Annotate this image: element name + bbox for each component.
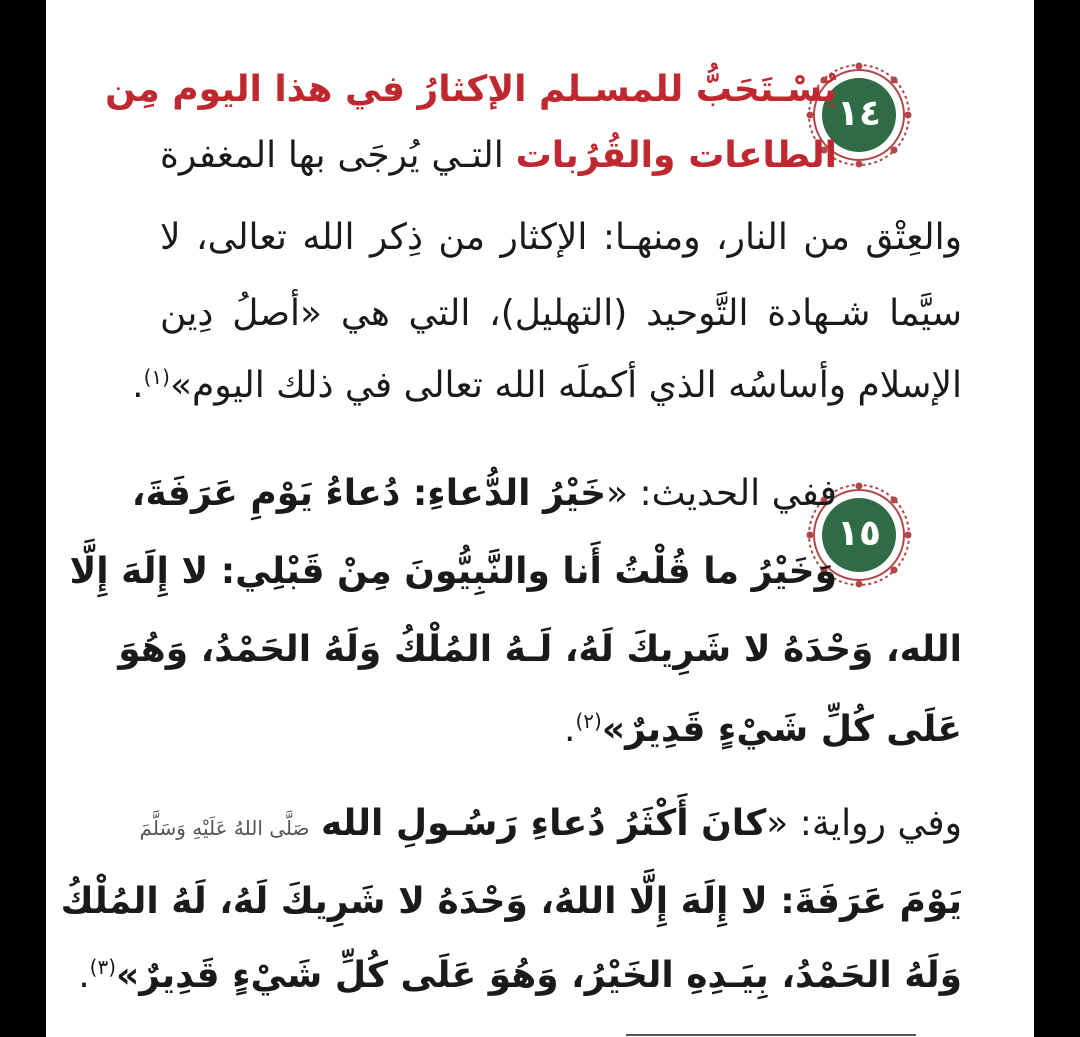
riwaya-line-1 (139, 796, 962, 852)
item-14-line-2 (160, 128, 837, 184)
item-15-line-4: عَلَى كُلِّ شَيْءٍ قَدِيرٌ»$^{(٢)}$. (564, 709, 962, 750)
hadith-text: وَلَهُ الحَمْدُ، بِيَـدِهِ الخَيْرُ، وَهُوَ عَلَى كُلِّ شَيْءٍ قَدِيرٌ» (116, 955, 962, 996)
item-14-line-3: والعِتْق من النار، ومنهـا: الإكثار من ذِكر الله تعالى، لا (160, 217, 962, 258)
salutation-text: صَلَّى اللهُ عَلَيْهِ وَسَلَّمَ (139, 816, 310, 840)
document-page (46, 0, 1034, 1037)
footnote-separator (626, 1034, 916, 1036)
item-number: ١٤ (837, 93, 881, 134)
item-number: ١٥ (837, 513, 881, 554)
item-15-line-3: الله، وَحْدَهُ لا شَرِيكَ لَهُ، لَـهُ المُلْكُ وَلَهُ الحَمْدُ، وَهُوَ (118, 629, 962, 670)
highlight-text: يُسْـتَحَبُّ للمسـلم الإكثارُ في هذا اليوم مِن (105, 69, 837, 110)
riwaya-line-2: يَوْمَ عَرَفَةَ: لا إِلَهَ إِلَّا اللهُ، وَحْدَهُ لا شَرِيكَ لَهُ، لَهُ المُلْكُ (60, 881, 962, 922)
item-14-line-4: سيَّما شـهادة التَّوحيد (التهليل)، التي هي «أصلُ دِين (160, 293, 962, 334)
item-14-line-1 (105, 62, 837, 118)
footnote-ref-2[interactable]: (٢) (575, 709, 602, 733)
item-15-line-1 (131, 466, 837, 522)
footnote-ref-3[interactable]: (٣) (89, 955, 117, 979)
footnote-ref-1[interactable]: (١) (143, 365, 170, 389)
hadith-text: عَلَى كُلِّ شَيْءٍ قَدِيرٌ» (601, 709, 962, 750)
highlight-text: الطاعات والقُرُبات (515, 135, 837, 176)
item-14-line-5: الإسلام وأساسُه الذي أكملَه الله تعالى في ذلك اليوم»$^{(١)}$. (132, 365, 962, 406)
body-text: ففي الحديث: « (606, 473, 837, 514)
body-text: الإسلام وأساسُه الذي أكملَه الله تعالى في ذلك اليوم» (169, 365, 962, 406)
hadith-text: خَيْرُ الدُّعاءِ: دُعاءُ يَوْمِ عَرَفَةَ، (131, 473, 607, 514)
riwaya-line-3: وَلَهُ الحَمْدُ، بِيَـدِهِ الخَيْرُ، وَهُوَ عَلَى كُلِّ شَيْءٍ قَدِيرٌ»$^{(٣)}$. (78, 955, 962, 996)
body-text: التـي يُرجَى بها المغفرة (160, 135, 516, 176)
item-15-line-2: وَخَيْرُ ما قُلْتُ أَنا والنَّبِيُّونَ مِنْ قَبْلِي: لا إِلَهَ إِلَّا (69, 551, 837, 592)
hadith-text: كانَ أَكْثَرُ دُعاءِ رَسُـولِ الله (320, 803, 767, 844)
body-text: وفي رواية: « (766, 803, 962, 844)
